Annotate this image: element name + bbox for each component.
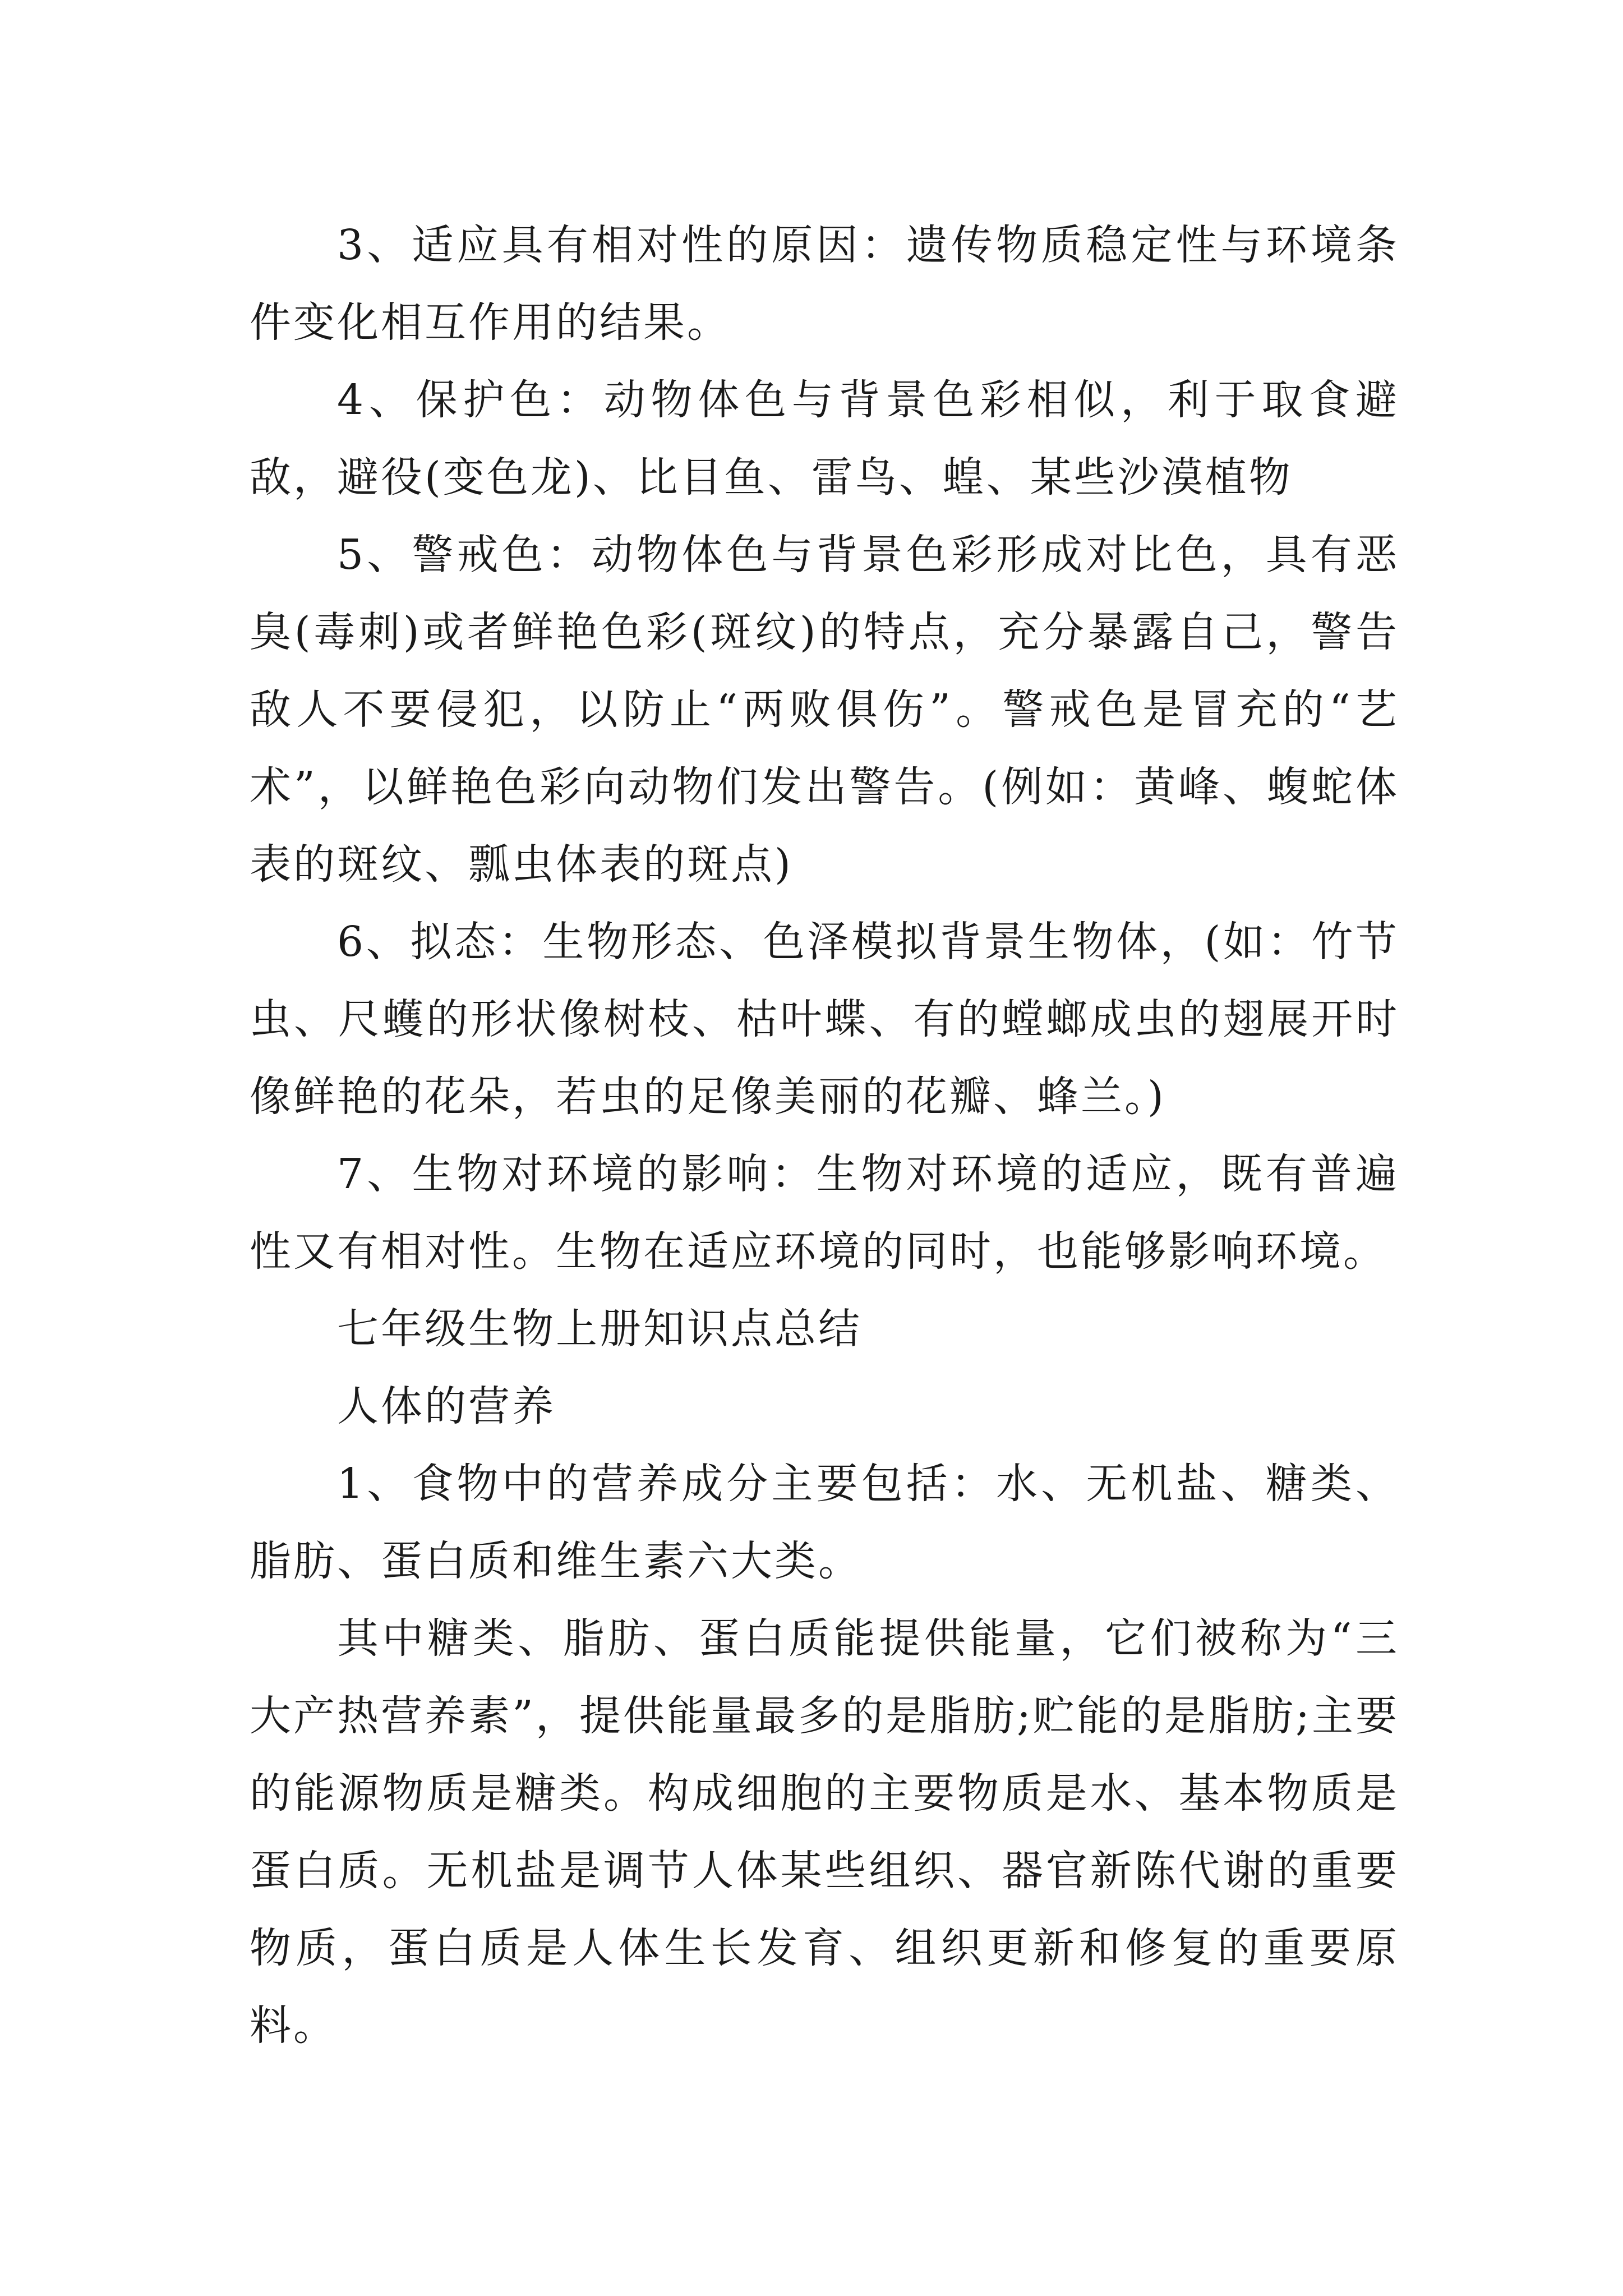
document-body [250, 206, 1399, 2064]
paragraph-protective-coloration: 4、保护色：动物体色与背景色彩相似，利于取食避敌，避役(变色龙)、比目鱼、雷鸟、蝗、某些沙漠植物 [250, 376, 1399, 501]
paragraph-environment-influence: 7、生物对环境的影响：生物对环境的适应，既有普遍性又有相对性。生物在适应环境的同时，也能够影响环境。 [250, 1150, 1399, 1276]
section-heading: 七年级生物上册知识点总结 [337, 1305, 862, 1353]
subsection-heading: 人体的营养 [337, 1382, 556, 1430]
paragraph-adaptation-relativity: 3、适应具有相对性的原因：遗传物质稳定性与环境条件变化相互作用的结果。 [250, 221, 1399, 347]
paragraph-nutrients: 1、食物中的营养成分主要包括：水、无机盐、糖类、脂肪、蛋白质和维生素六大类。 [250, 1460, 1399, 1585]
paragraph-warning-coloration: 5、警戒色：动物体色与背景色彩形成对比色，具有恶臭(毒刺)或者鲜艳色彩(斑纹)的特点，充分暴露自己，警告敌人不要侵犯，以防止“两败俱伤”。警戒色是冒充的“艺术”，以鲜艳色彩向动物们发出警告。(例如：黄峰、蝮蛇体表的斑纹、瓢虫体表的斑点) [250, 531, 1399, 889]
paragraph-energy-nutrients: 其中糖类、脂肪、蛋白质能提供能量，它们被称为“三大产热营养素”，提供能量最多的是脂肪;贮能的是脂肪;主要的能源物质是糖类。构成细胞的主要物质是水、基本物质是蛋白质。无机盐是调节人体某些组织、器官新陈代谢的重要物质，蛋白质是人体生长发育、组织更新和修复的重要原料。 [250, 1614, 1399, 2050]
paragraph-mimicry: 6、拟态：生物形态、色泽模拟背景生物体，(如：竹节虫、尺蠖的形状像树枝、枯叶蝶、有的螳螂成虫的翅展开时像鲜艳的花朵，若虫的足像美丽的花瓣、蜂兰。) [250, 918, 1399, 1121]
